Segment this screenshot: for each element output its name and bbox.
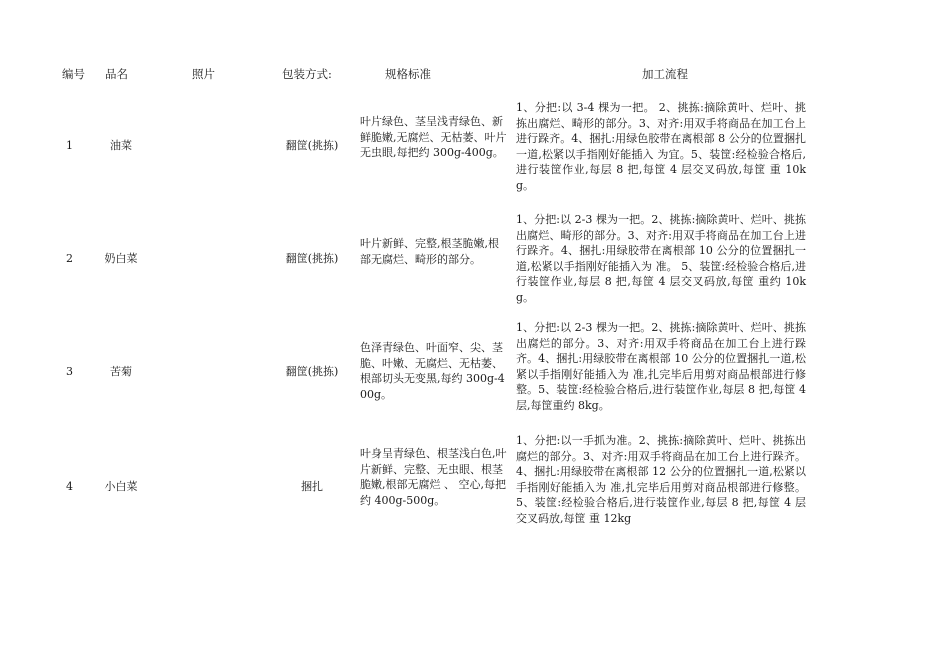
process-flow: 1、分把:以 2-3 棵为一把。2、挑拣:摘除黄叶、烂叶、挑拣出腐烂的部分。3、对齐:用双手将商品在加工台上进行跺齐。4、捆扎:用绿胶带在离根部 10 公分的位置捆扎一道,松紧以手指刚好能插入为 准,扎完毕后用剪对商品根部进行修整。5、装筐:经检验合格后,进行装筐作业,每层 8 把,每筐 4 层,每筐重约 8kg。 [516, 321, 806, 412]
header-pack: 包装方式: [282, 67, 332, 81]
product-name: 小白菜 [104, 480, 138, 494]
packing-method: 翻筐(挑拣) [285, 365, 339, 379]
header-name: 品名 [105, 67, 128, 81]
table-row [0, 211, 950, 307]
row-number: 2 [66, 252, 73, 266]
spec-standard: 叶片新鲜、完整,根茎脆嫩,根部无腐烂、畸形的部分。 [360, 237, 499, 266]
process-flow: 1、分把:以 3-4 棵为一把。 2、挑拣:摘除黄叶、烂叶、挑拣出腐烂、畸形的部分。3、对齐:用双手将商品在加工台上进行跺齐。4、捆扎:用绿色胶带在离根部 8 公分的位置捆扎一道,松紧以手指刚好能插入 为宜。5、装筐:经检验合格后,进行装筐作业,每层 8 把,每筐 4 层交叉码放,每筐 重 10kg。 [516, 101, 806, 192]
product-name: 苦菊 [110, 365, 132, 379]
process-flow: 1、分把:以一手抓为准。2、挑拣:摘除黄叶、烂叶、挑拣出腐烂的部分。3、对齐:用双手将商品在加工台上进行跺齐。4、捆扎:用绿胶带在离根部 12 公分的位置捆扎一道,松紧以手指刚好能插入为 准,扎完毕后用剪对商品根部进行修整。5、装筐:经检验合格后,进行装筐作业,每层 8 把,每筐 4 层交叉码放,每筐 重 12kg [516, 434, 806, 525]
header-photo: 照片 [192, 67, 215, 81]
packing-method: 翻筐(挑拣) [285, 252, 339, 266]
product-name: 油菜 [110, 139, 132, 153]
product-name: 奶白菜 [104, 252, 138, 266]
spec-standard: 叶片绿色、茎呈浅青绿色、新鲜脆嫩,无腐烂、无枯萎、叶片无虫眼,每把约 300g-400g。 [360, 115, 507, 159]
header-spec: 规格标准 [385, 67, 431, 81]
packing-method: 捆扎 [301, 480, 323, 494]
table-row [0, 432, 950, 542]
packing-method: 翻筐(挑拣) [285, 139, 339, 153]
spec-standard: 叶身呈青绿色、根茎浅白色,叶片新鲜、完整、无虫眼、根茎脆嫩,根部无腐烂 、 空心,每把约 400g-500g。 [360, 447, 507, 507]
table-row [0, 98, 950, 194]
header-process: 加工流程 [642, 67, 688, 81]
row-number: 3 [66, 365, 73, 379]
spec-standard: 色泽青绿色、叶面窄、尖、茎脆、叶嫩、无腐烂、无枯萎、根部切头无变黑,每约 300g-400g。 [360, 341, 505, 401]
row-number: 1 [66, 139, 73, 153]
table-row [0, 318, 950, 426]
row-number: 4 [66, 480, 73, 494]
header-num: 编号 [62, 67, 85, 81]
process-flow: 1、分把:以 2-3 棵为一把。2、挑拣:摘除黄叶、烂叶、挑拣出腐烂、畸形的部分。3、对齐:用双手将商品在加工台上进行跺齐。4、捆扎:用绿胶带在离根部 10 公分的位置捆扎一道,松紧以手指刚好能插入为 准。 5、装筐:经检验合格后,进行装筐作业,每层 8 把,每筐 4 层交叉码放,每筐 重约 10kg。 [516, 213, 806, 304]
